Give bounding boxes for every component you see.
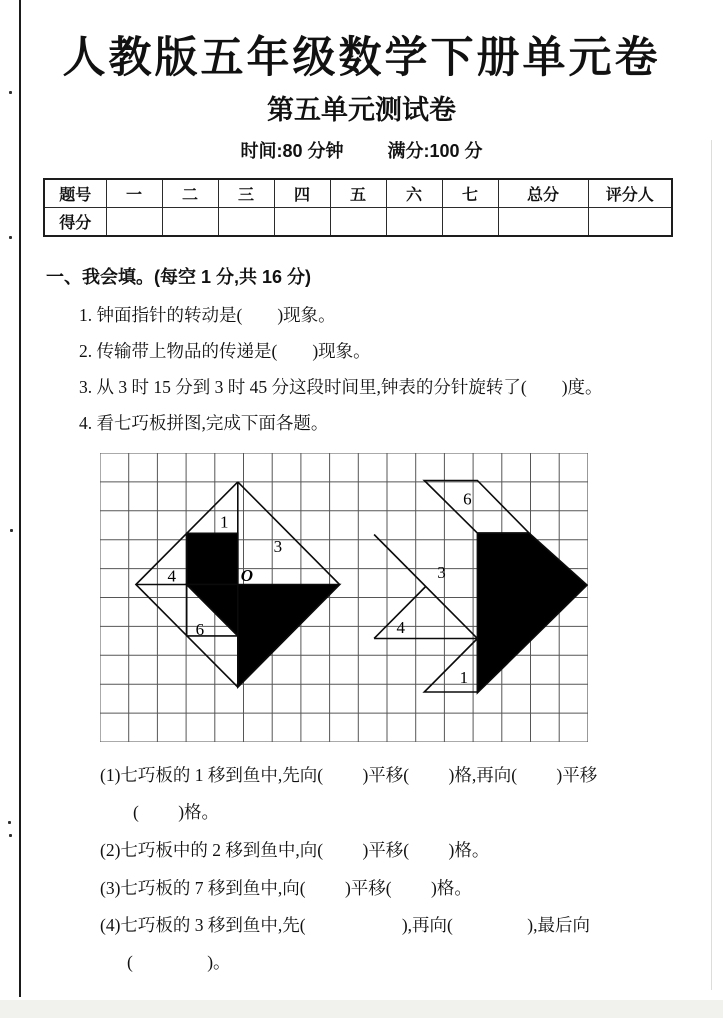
- page-right-edge: [711, 140, 712, 990]
- scan-artifact-dot: [10, 529, 13, 532]
- score-table: [43, 178, 673, 237]
- header-cell: 五: [330, 179, 386, 208]
- empty-score-cell: [498, 208, 588, 237]
- empty-score-cell: [274, 208, 330, 237]
- piece-number-label: O: [240, 566, 254, 585]
- piece-number-label: 6: [195, 620, 205, 640]
- header-cell: 三: [218, 179, 274, 208]
- exam-info-line: [0, 137, 723, 163]
- header-cell: 二: [162, 179, 218, 208]
- sub-question-3: (3)七巧板的 7 移到鱼中,向( )平移( )格。: [100, 878, 472, 898]
- sub-question-2: (2)七巧板中的 2 移到鱼中,向( )平移( )格。: [100, 840, 490, 860]
- score-table-header-row: [44, 179, 672, 208]
- header-cell: 评分人: [588, 179, 672, 208]
- empty-score-cell: [442, 208, 498, 237]
- scan-artifact-dot: [9, 834, 12, 837]
- empty-score-cell: [218, 208, 274, 237]
- empty-score-cell: [330, 208, 386, 237]
- header-cell: 一: [106, 179, 162, 208]
- question-item-2: 2. 传输带上物品的传递是( )现象。: [79, 341, 371, 361]
- section-one-heading: 一、我会填。(每空 1 分,共 16 分): [46, 267, 312, 287]
- page-subtitle: 第五单元测试卷: [267, 95, 456, 125]
- sub-question-1-cont: ( )格。: [133, 802, 220, 822]
- score-table-score-row: [44, 208, 672, 237]
- piece-number-label: 1: [459, 667, 469, 687]
- fish-body-black: [477, 533, 587, 693]
- piece-number-label: 4: [167, 566, 177, 586]
- header-cell: 总分: [498, 179, 588, 208]
- empty-score-cell: [588, 208, 672, 237]
- sub-question-1: (1)七巧板的 1 移到鱼中,先向( )平移( )格,再向( )平移: [100, 765, 598, 785]
- piece-number-label: 1: [220, 512, 229, 532]
- score-row-label: 得分: [44, 208, 106, 237]
- tangram-grid-figure: [100, 453, 588, 742]
- header-cell: 六: [386, 179, 442, 208]
- scan-artifact-dot: [9, 236, 12, 239]
- question-item-1: 1. 钟面指针的转动是( )现象。: [79, 305, 336, 325]
- sub-question-4: (4)七巧板的 3 移到鱼中,先( ),再向( ),最后向: [100, 915, 590, 935]
- sub-question-4-cont: ( )。: [127, 952, 231, 972]
- header-cell: 四: [274, 179, 330, 208]
- duration-label: 时间:80 分钟: [240, 141, 344, 161]
- header-cell: 题号: [44, 179, 106, 208]
- header-cell: 七: [442, 179, 498, 208]
- piece-number-label: 4: [396, 617, 406, 637]
- page-title: 人教版五年级数学下册单元卷: [62, 34, 661, 82]
- full-score-label: 满分:100 分: [387, 141, 483, 161]
- fish-parallelogram-outline: [424, 481, 529, 534]
- piece-number-label: 3: [437, 563, 446, 583]
- piece-number-label: 6: [463, 489, 472, 509]
- page-bottom-edge: [0, 1000, 723, 1018]
- empty-score-cell: [106, 208, 162, 237]
- empty-score-cell: [162, 208, 218, 237]
- question-item-3: 3. 从 3 时 15 分到 3 时 45 分这段时间里,钟表的分针旋转了( )度。: [79, 377, 603, 397]
- empty-score-cell: [386, 208, 442, 237]
- left-square-piece-black: [187, 533, 238, 584]
- question-item-4: 4. 看七巧板拼图,完成下面各题。: [79, 413, 329, 433]
- piece-number-label: 3: [273, 537, 283, 557]
- scan-artifact-dot: [8, 821, 11, 824]
